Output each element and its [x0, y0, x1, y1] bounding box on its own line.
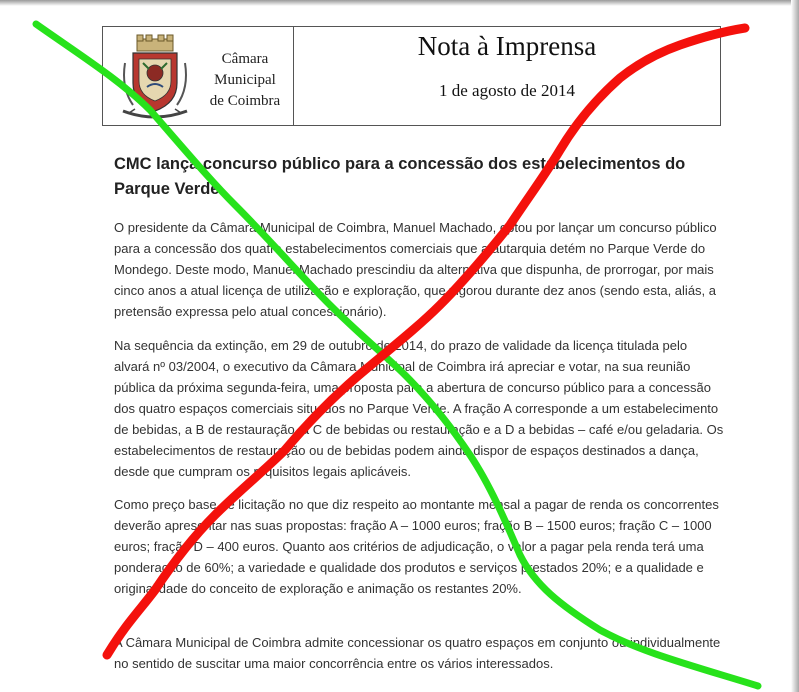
- document-title: Nota à Imprensa: [417, 31, 597, 61]
- body-paragraph: O presidente da Câmara Municipal de Coimbra, Manuel Machado, optou por lançar um concurso público para a concessão dos quatro estabelecimentos comerciais que a autarquia detém no Parque Verde do Mondego. Deste modo, Manuel Machado prescindiu da alternativa que dispunha, de prorrogar, por mais cinco anos a atual licença de utilização e exploração, que vigorou durante dez anos (sendo esta, aliás, a pretensão expressa pelo atual concessionário).: [114, 220, 717, 319]
- viewer-shadow-right: [791, 0, 799, 692]
- organization-name: [199, 49, 291, 112]
- body-paragraph: A Câmara Municipal de Coimbra admite concessionar os quatro espaços em conjunto ou individualmente no sentido de suscitar uma maior concorrência entre os vários interessados.: [114, 635, 721, 671]
- org-name-line: de Coimbra: [209, 93, 281, 109]
- org-name-line: Câmara: [221, 51, 269, 67]
- document-date: 1 de agosto de 2014: [439, 81, 575, 100]
- org-name-line: Municipal: [214, 72, 276, 88]
- coimbra-coat-of-arms-icon: [115, 33, 195, 119]
- letterhead-org-cell: [103, 27, 294, 125]
- letterhead-title-cell: [294, 27, 720, 125]
- body-paragraph: Na sequência da extinção, em 29 de outubro de 2014, do prazo de validade da licença titulada pelo alvará nº 03/2004, o executivo da Câmara Municipal de Coimbra irá apreciar e votar, na sua reunião pública da próxima segunda-feira, uma proposta para a abertura de concurso público para a concessão dos quatro espaços comerciais situados no Parque Verde. A fração A corresponde a um estabelecimento de bebidas, a B de restauração, a C de bebidas ou restauração e a D a bebidas – café e/ou geladaria. Os estabelecimentos de restauração ou de bebidas podem ainda dispor de espaços destinados a dança, desde que cumpram os requisitos legais aplicáveis.: [114, 338, 724, 479]
- letterhead: [102, 26, 721, 126]
- press-release-headline: CMC lança concurso público para a concessão dos estabelecimentos do Parque Verde: [114, 155, 686, 198]
- document-page: [0, 6, 790, 692]
- body-paragraph: Como preço base de licitação no que diz respeito ao montante mensal a pagar de renda os concorrentes deverão apresentar nas suas propostas: fração A – 1000 euros; fração B – 1500 euros; fração C – 1000 euros; fração D – 400 euros. Quanto aos critérios de adjudicação, o valor a pagar pela renda terá uma ponderação de 60%; a variedade e qualidade dos produtos e serviços prestados 20%; e a qualidade e originalidade do conceito de exploração e animação os restantes 20%.: [114, 497, 719, 596]
